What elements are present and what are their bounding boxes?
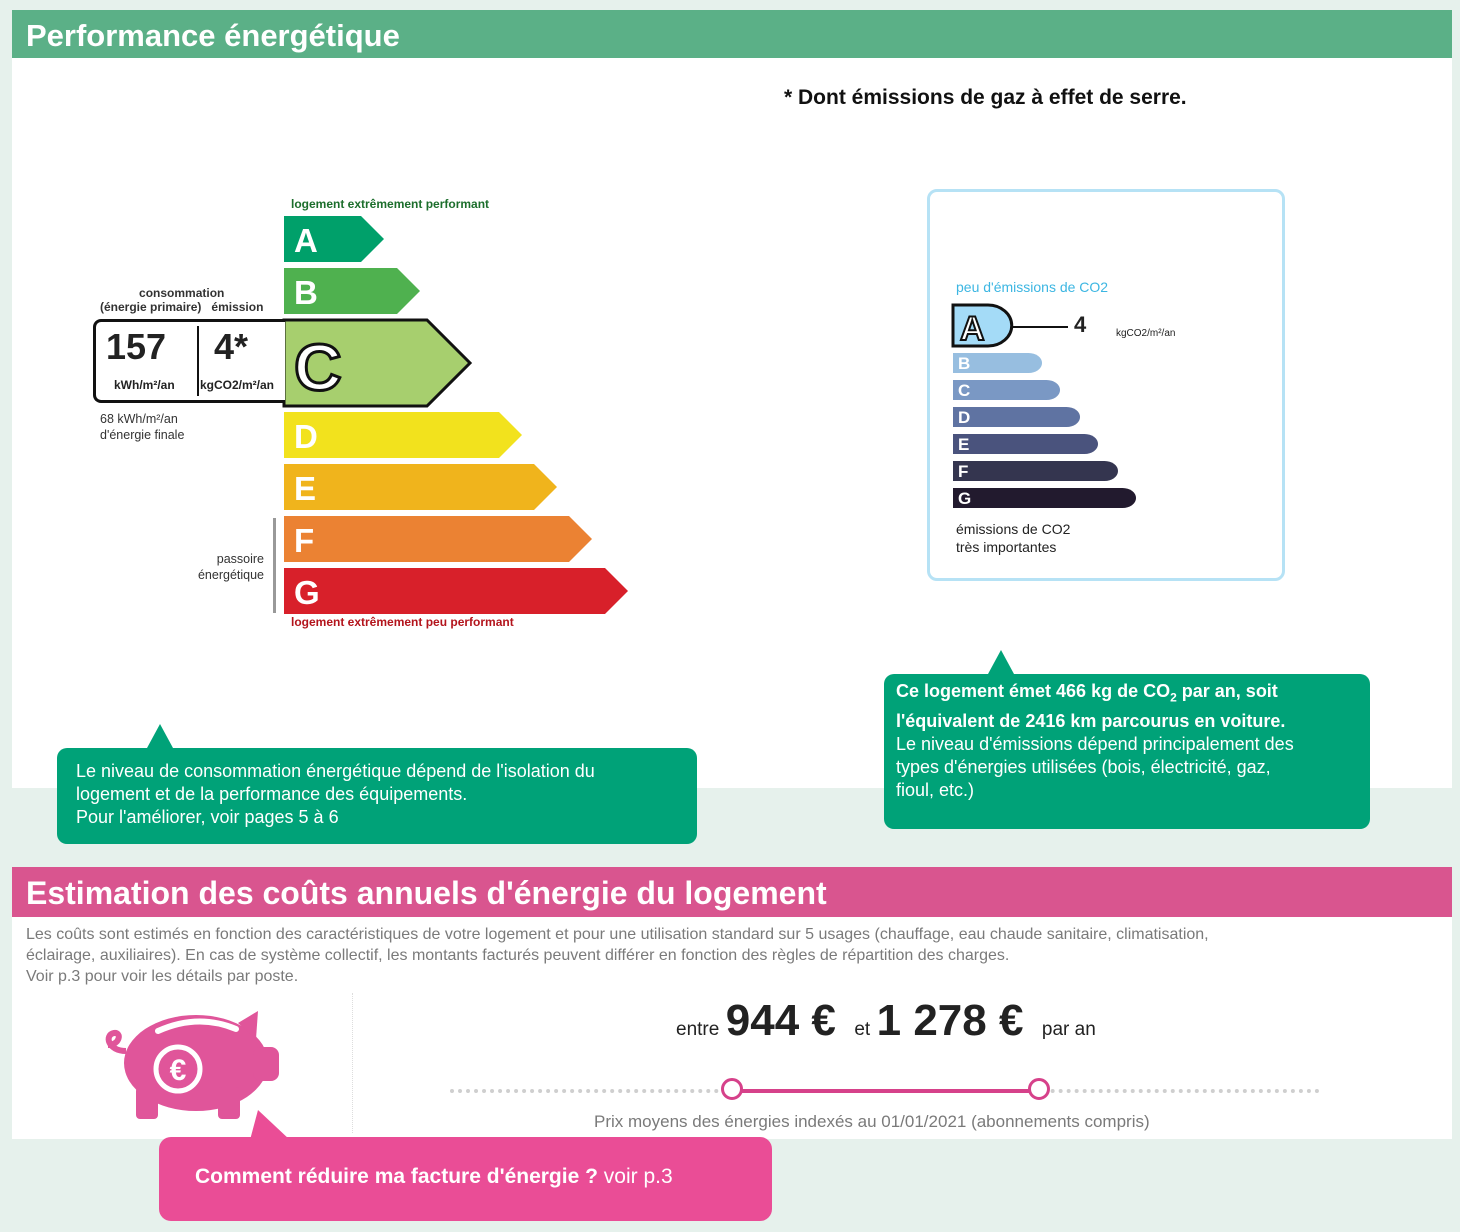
piggy-bank-icon: [98, 1005, 283, 1125]
ges-footnote: * Dont émissions de gaz à effet de serre.: [784, 86, 1187, 109]
cost-min: 944 €: [725, 996, 836, 1045]
reduce-bill-link[interactable]: Comment réduire ma facture d'énergie ? voir p.3: [159, 1137, 772, 1221]
bubble-pointer-right: [988, 650, 1014, 674]
dpe-letter-d: D: [294, 418, 318, 455]
section-title-costs: Estimation des coûts annuels d'énergie du logement: [12, 867, 1452, 917]
dpe-top-label: logement extrêmement performant: [291, 197, 490, 211]
divider: [352, 993, 354, 1133]
dpe-arrow-d: [284, 412, 522, 458]
dpe-arrow-f: [284, 516, 592, 562]
prices-note: Prix moyens des énergies indexés au 01/01/2021 (abonnements compris): [594, 1112, 1150, 1131]
consumption-label: consommation (énergie primaire) émission: [100, 286, 264, 314]
emission-value: 4*: [214, 326, 249, 367]
ges-bar-g: [953, 488, 1136, 508]
consumption-info-bubble: Le niveau de consommation énergétique dépend de l'isolation du logement et de la performance des équipements. Pour l'améliorer, voir pages 5 à 6: [57, 748, 697, 844]
passoire-label: passoire énergétique: [197, 552, 264, 582]
dpe-letter-g: G: [294, 574, 320, 611]
ges-bar-d: [953, 407, 1080, 427]
ges-bottom-label: émissions de CO2 très importantes: [956, 521, 1071, 555]
dpe-letter-c: C: [294, 330, 342, 404]
ges-top-label: peu d'émissions de CO2: [956, 279, 1109, 295]
cost-range-bar: [734, 1089, 1040, 1093]
emission-unit: kgCO2/m²/an: [200, 378, 275, 392]
cost-range: entre 944 € et 1 278 € par an: [676, 996, 1096, 1045]
consumption-unit: kWh/m²/an: [114, 378, 175, 392]
dpe-letter-e: E: [294, 470, 317, 507]
dpe-arrow-g: [284, 568, 628, 614]
dpe-letter-f: F: [294, 522, 315, 559]
ges-letter-b: B: [958, 354, 971, 373]
ges-letter-e: E: [958, 435, 970, 454]
dpe-bottom-label: logement extrêmement peu performant: [291, 615, 514, 629]
costs-description: Les coûts sont estimés en fonction des caractéristiques de votre logement et pour une utilisation standard sur 5 usages (chauffage, eau chaude sanitaire, climatisation, éclairage, auxiliaires). En cas de système collectif, les montants facturés peuvent différer en fonction des règles de répartition des charges. Voir p.3 pour voir les détails par poste.: [26, 926, 1209, 985]
final-energy-note: 68 kWh/m²/an d'énergie finale: [100, 412, 185, 442]
ges-bar-e: [953, 434, 1098, 454]
ges-letter-d: D: [958, 408, 971, 427]
svg-text:€: €: [169, 1054, 187, 1087]
cost-max-marker: [1028, 1078, 1050, 1100]
bubble-pointer-left: [147, 724, 173, 748]
ges-unit: kgCO2/m²/an: [1116, 328, 1176, 339]
dpe-letter-a: A: [294, 222, 318, 259]
consumption-value: 157: [106, 326, 167, 367]
dpe-scale: [280, 212, 640, 622]
dpe-letter-b: B: [294, 274, 318, 311]
emissions-info-bubble: Ce logement émet 466 kg de $CO_2$ par an, soit l'équivalent de 2416 km parcourus en voiture. Le niveau d'émissions dépend principalement des types d'énergies utilisées (bois, électricité, gaz, fioul, etc.): [884, 674, 1370, 829]
ges-letter-f: F: [958, 462, 969, 481]
ges-letter-a: A: [960, 310, 985, 348]
ges-pointer-line: [1012, 326, 1068, 328]
ges-letter-c: C: [958, 381, 971, 400]
cost-max: 1 278 €: [876, 996, 1024, 1045]
ges-letter-g: G: [958, 489, 972, 508]
cost-min-marker: [721, 1078, 743, 1100]
passoire-bracket: [273, 518, 276, 613]
consumption-box: [93, 319, 285, 403]
dpe-arrow-e: [284, 464, 557, 510]
section-title-performance: Performance énergétique: [12, 10, 1452, 58]
ges-value: 4: [1074, 312, 1087, 337]
ges-bar-f: [953, 461, 1118, 481]
